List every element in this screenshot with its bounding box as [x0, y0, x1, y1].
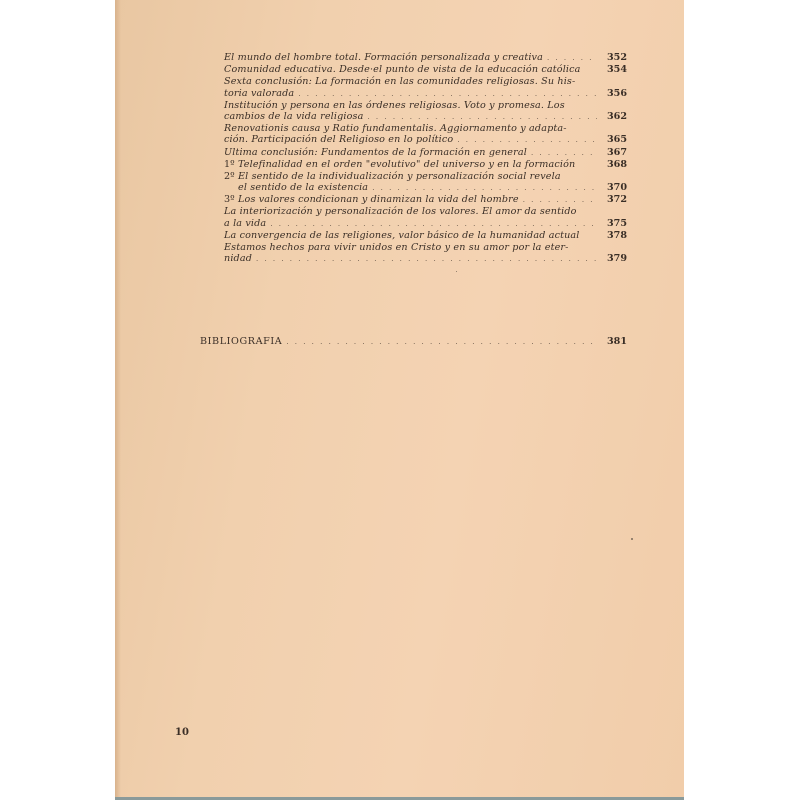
bibliography-entry [200, 336, 627, 348]
toc-entry [224, 230, 627, 241]
toc-entry-text: Telefinalidad en el orden "evolutivo" del universo y en la formación [238, 158, 576, 170]
toc-entry-text: Ultima conclusión: Fundamentos de la formación en general [224, 146, 527, 158]
toc-entry-text: La convergencia de las religiones, valor básico de la humanidad actual [224, 229, 580, 241]
toc-page-number: 362 [606, 110, 627, 122]
paper-speck [631, 538, 633, 540]
toc-entry [224, 64, 627, 75]
dot-leader [372, 183, 597, 194]
toc-page-number: 354 [606, 64, 627, 76]
toc-entry [224, 242, 627, 264]
toc-entry-text: Comunidad educativa. Desde·el punto de vista de la educación católica [224, 64, 581, 76]
toc-entry-text-cont: a la vida [224, 217, 267, 229]
toc-page-number: 365 [606, 134, 627, 146]
dot-leader [286, 337, 597, 348]
dot-leader [457, 135, 597, 146]
toc-entry [224, 206, 627, 228]
toc-entry-text: Sexta conclusión: La formación en las comunidades religiosas. Su his- [224, 76, 576, 88]
toc-entry-text-cont: toria valorada [224, 87, 295, 99]
dot-leader [256, 254, 597, 265]
toc-entry-text-cont: cambios de la vida religiosa [224, 110, 364, 122]
toc-entry-text: Estamos hechos para vivir unidos en Cristo y en su amor por la eter- [224, 242, 569, 253]
dot-leader [367, 112, 597, 123]
toc-entry-text-cont: ción. Participación del Religioso en lo político [224, 134, 454, 146]
toc-entry [224, 123, 627, 145]
toc-entry-text: Renovationis causa y Ratio fundamentalis. Aggiornamento y adapta- [224, 123, 567, 135]
toc-ordinal: 3º [224, 194, 235, 206]
toc-page-number: 372 [606, 194, 627, 206]
toc-page-number: 368 [606, 158, 627, 170]
dot-leader [523, 195, 597, 206]
toc-page-number: 356 [606, 87, 627, 99]
toc-entry-text: Institución y persona en las órdenes religiosas. Voto y promesa. Los [224, 99, 565, 111]
toc-page-number: 370 [606, 182, 627, 194]
toc-entry-text: Los valores condicionan y dinamizan la vida del hombre [238, 194, 519, 206]
toc-entry-text-cont: nidad [224, 253, 252, 265]
page-folio-number: 10 [175, 727, 189, 738]
toc-entry [224, 171, 627, 193]
bibliography-page-number: 381 [606, 336, 627, 347]
bibliography-title: BIBLIOGRAFIA [200, 336, 283, 347]
paper-speck [456, 271, 457, 272]
toc-entry [224, 100, 627, 122]
toc-page-number: 378 [606, 229, 627, 241]
toc-entry [224, 147, 627, 158]
toc-page-number: 367 [606, 146, 627, 158]
toc-page-number: 352 [606, 52, 627, 63]
toc-page-number: 375 [606, 217, 627, 229]
toc-entry-text: El mundo del hombre total. Formación personalizada y creativa [224, 52, 543, 63]
dot-leader [547, 53, 597, 64]
toc-entry [224, 52, 627, 63]
toc-entry [224, 159, 627, 170]
page-edge-shadow [115, 0, 121, 797]
dot-leader [298, 89, 597, 100]
toc-entry-text-cont: el sentido de la existencia [238, 182, 369, 194]
table-of-contents [224, 52, 627, 265]
dot-leader [531, 148, 597, 159]
dot-leader [270, 219, 597, 230]
toc-entry [224, 194, 627, 205]
toc-ordinal: 2º [224, 170, 235, 182]
toc-entry [224, 76, 627, 98]
toc-page-number: 379 [606, 253, 627, 265]
toc-ordinal: 1º [224, 158, 235, 170]
toc-entry-text: El sentido de la individualización y personalización social revela [238, 170, 561, 182]
toc-entry-text: La interiorización y personalización de los valores. El amor da sentido [224, 206, 577, 218]
